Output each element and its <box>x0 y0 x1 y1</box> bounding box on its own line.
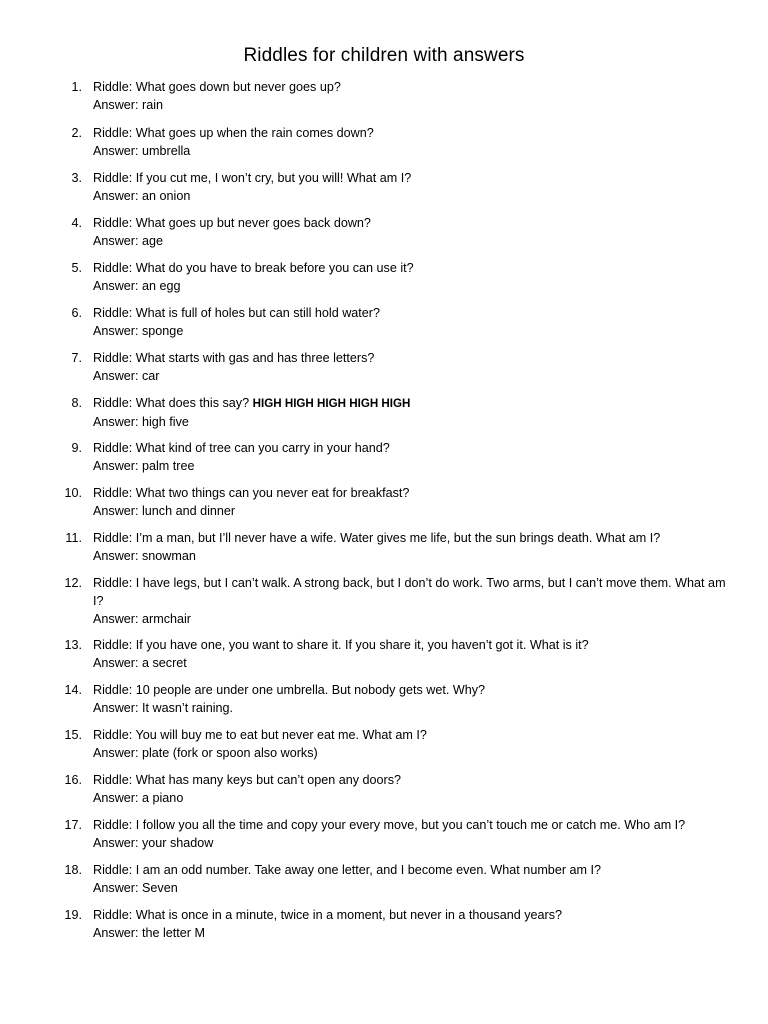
riddle-label: Riddle: <box>93 80 133 94</box>
riddle-number: 1. <box>71 80 82 94</box>
riddle-answer: plate (fork or spoon also works) <box>142 746 318 760</box>
answer-label: Answer: <box>93 369 139 383</box>
riddle-answer-line <box>93 879 733 897</box>
riddle-number: 4. <box>71 216 82 230</box>
riddle-question: If you have one, you want to share it. If you share it, you haven’t got it. What is it? <box>135 638 589 652</box>
riddle-question-line <box>93 78 733 96</box>
answer-label: Answer: <box>93 98 139 112</box>
riddle-emphasis: HIGH HIGH HIGH HIGH HIGH <box>252 397 411 410</box>
riddle-question: What is once in a minute, twice in a moment, but never in a thousand years? <box>135 908 563 922</box>
riddle-answer: umbrella <box>142 144 191 158</box>
answer-label: Answer: <box>93 612 139 626</box>
answer-label: Answer: <box>93 324 139 338</box>
riddle-answer-line <box>93 413 733 431</box>
answer-label: Answer: <box>93 504 139 518</box>
riddle-answer-line <box>93 547 733 565</box>
answer-label: Answer: <box>93 746 139 760</box>
riddle-question-line <box>93 681 733 699</box>
riddle-label: Riddle: <box>93 863 133 877</box>
riddle-question-line <box>93 259 733 277</box>
answer-label: Answer: <box>93 791 139 805</box>
riddle-question-line <box>93 816 733 834</box>
riddle-label: Riddle: <box>93 126 133 140</box>
riddle-number: 6. <box>71 306 82 320</box>
riddle-answer: sponge <box>142 324 184 338</box>
riddle-answer: rain <box>142 98 163 112</box>
riddle-question: I am an odd number. Take away one letter, and I become even. What number am I? <box>135 863 602 877</box>
riddle-number: 14. <box>64 683 82 697</box>
riddle-label: Riddle: <box>93 531 133 545</box>
riddle-answer-line <box>93 610 733 628</box>
answer-label: Answer: <box>93 144 139 158</box>
riddle-question: 10 people are under one umbrella. But nobody gets wet. Why? <box>135 683 486 697</box>
answer-label: Answer: <box>93 189 139 203</box>
riddle-label: Riddle: <box>93 908 133 922</box>
riddle-body <box>93 726 733 762</box>
riddle-number: 12. <box>64 576 82 590</box>
riddle-answer-line <box>93 232 733 250</box>
riddle-question: You will buy me to eat but never eat me. What am I? <box>135 728 427 742</box>
riddle-answer-line <box>93 322 733 340</box>
answer-label: Answer: <box>93 881 139 895</box>
riddle-question: What does this say? <box>135 396 250 410</box>
answer-label: Answer: <box>93 656 139 670</box>
riddle-question-line <box>93 529 733 547</box>
riddle-question-line <box>93 169 733 187</box>
riddle-answer-line <box>93 699 733 717</box>
answer-label: Answer: <box>93 459 139 473</box>
riddle-question-line <box>93 304 733 322</box>
riddle-answer: a secret <box>142 656 187 670</box>
riddle-number: 18. <box>64 863 82 877</box>
riddle-body <box>93 771 733 807</box>
riddle-label: Riddle: <box>93 216 133 230</box>
riddle-answer: palm tree <box>142 459 195 473</box>
riddle-question: What kind of tree can you carry in your hand? <box>135 441 390 455</box>
riddle-number: 9. <box>71 441 82 455</box>
riddle-number: 8. <box>71 396 82 410</box>
riddle-body <box>93 681 733 717</box>
riddle-answer: It wasn’t raining. <box>142 701 233 715</box>
riddle-question-line <box>93 484 733 502</box>
riddle-question-line <box>93 124 733 142</box>
riddle-answer-line <box>93 924 733 942</box>
riddle-body <box>93 861 733 897</box>
riddle-label: Riddle: <box>93 773 133 787</box>
riddle-number: 17. <box>64 818 82 832</box>
riddle-number: 5. <box>71 261 82 275</box>
riddle-question: What starts with gas and has three letters? <box>135 351 375 365</box>
riddle-answer: an egg <box>142 279 181 293</box>
riddle-answer: armchair <box>142 612 191 626</box>
riddle-question-line <box>93 214 733 232</box>
answer-label: Answer: <box>93 549 139 563</box>
riddle-answer: age <box>142 234 164 248</box>
riddle-label: Riddle: <box>93 728 133 742</box>
riddle-answer-line <box>93 367 733 385</box>
riddle-answer: an onion <box>142 189 191 203</box>
riddle-answer-line <box>93 457 733 475</box>
riddle-body <box>93 394 733 431</box>
riddle-body <box>93 574 733 628</box>
riddle-question: I’m a man, but I’ll never have a wife. Water gives me life, but the sun brings death. What am I? <box>135 531 661 545</box>
riddle-question-line <box>93 439 733 457</box>
riddle-answer-line <box>93 142 733 160</box>
riddle-answer-line <box>93 744 733 762</box>
riddle-body <box>93 636 733 672</box>
riddle-answer: lunch and dinner <box>142 504 236 518</box>
riddle-question: What two things can you never eat for breakfast? <box>135 486 410 500</box>
riddle-answer-line <box>93 187 733 205</box>
riddle-body <box>93 124 733 160</box>
riddle-body <box>93 906 733 942</box>
riddle-number: 19. <box>64 908 82 922</box>
riddle-number: 2. <box>71 126 82 140</box>
riddle-number: 13. <box>64 638 82 652</box>
riddle-question-line <box>93 574 733 610</box>
riddle-question: If you cut me, I won’t cry, but you will! What am I? <box>135 171 412 185</box>
riddle-answer: high five <box>142 415 189 429</box>
riddle-question-line <box>93 349 733 367</box>
riddle-body <box>93 816 733 852</box>
riddle-body <box>93 214 733 250</box>
riddle-label: Riddle: <box>93 486 133 500</box>
riddle-answer: Seven <box>142 881 178 895</box>
riddle-question-line <box>93 771 733 789</box>
riddle-label: Riddle: <box>93 396 133 410</box>
riddle-question: What is full of holes but can still hold water? <box>135 306 381 320</box>
riddle-answer-line <box>93 277 733 295</box>
riddle-label: Riddle: <box>93 818 133 832</box>
riddle-label: Riddle: <box>93 171 133 185</box>
riddle-answer: a piano <box>142 791 184 805</box>
riddle-question-line <box>93 906 733 924</box>
riddle-question: What goes up but never goes back down? <box>135 216 371 230</box>
riddle-answer-line <box>93 834 733 852</box>
riddle-answer: your shadow <box>142 836 214 850</box>
riddle-question-line <box>93 861 733 879</box>
riddle-answer-line <box>93 789 733 807</box>
riddle-body <box>93 529 733 565</box>
riddle-body <box>93 304 733 340</box>
riddle-number: 10. <box>64 486 82 500</box>
riddle-question: I have legs, but I can’t walk. A strong back, but I don’t do work. Two arms, but I can’t move them. What am I? <box>93 576 726 608</box>
riddle-answer: snowman <box>142 549 196 563</box>
riddle-label: Riddle: <box>93 441 133 455</box>
riddle-question: What goes up when the rain comes down? <box>135 126 374 140</box>
answer-label: Answer: <box>93 701 139 715</box>
riddle-number: 16. <box>64 773 82 787</box>
answer-label: Answer: <box>93 926 139 940</box>
riddle-question: I follow you all the time and copy your every move, but you can’t touch me or catch me. Who am I? <box>135 818 686 832</box>
riddle-question: What goes down but never goes up? <box>135 80 341 94</box>
riddle-answer-line <box>93 502 733 520</box>
riddle-question: What has many keys but can’t open any doors? <box>135 773 402 787</box>
riddle-answer-line <box>93 96 733 114</box>
riddle-question: What do you have to break before you can use it? <box>135 261 414 275</box>
riddle-label: Riddle: <box>93 683 133 697</box>
riddle-body <box>93 439 733 475</box>
riddle-label: Riddle: <box>93 261 133 275</box>
answer-label: Answer: <box>93 836 139 850</box>
riddle-number: 3. <box>71 171 82 185</box>
riddle-answer-line <box>93 654 733 672</box>
riddle-number: 7. <box>71 351 82 365</box>
riddle-body <box>93 259 733 295</box>
riddle-label: Riddle: <box>93 638 133 652</box>
riddle-answer: the letter M <box>142 926 205 940</box>
riddle-question-line <box>93 726 733 744</box>
riddle-label: Riddle: <box>93 306 133 320</box>
answer-label: Answer: <box>93 234 139 248</box>
riddle-number: 15. <box>64 728 82 742</box>
page-title: Riddles for children with answers <box>243 45 525 66</box>
riddle-label: Riddle: <box>93 576 133 590</box>
riddle-number: 11. <box>65 531 82 545</box>
riddle-question-line <box>93 394 733 413</box>
riddle-label: Riddle: <box>93 351 133 365</box>
riddle-body <box>93 349 733 385</box>
riddle-answer: car <box>142 369 160 383</box>
answer-label: Answer: <box>93 415 139 429</box>
riddle-body <box>93 484 733 520</box>
riddle-body <box>93 78 733 114</box>
riddle-question-line <box>93 636 733 654</box>
riddle-body <box>93 169 733 205</box>
answer-label: Answer: <box>93 279 139 293</box>
